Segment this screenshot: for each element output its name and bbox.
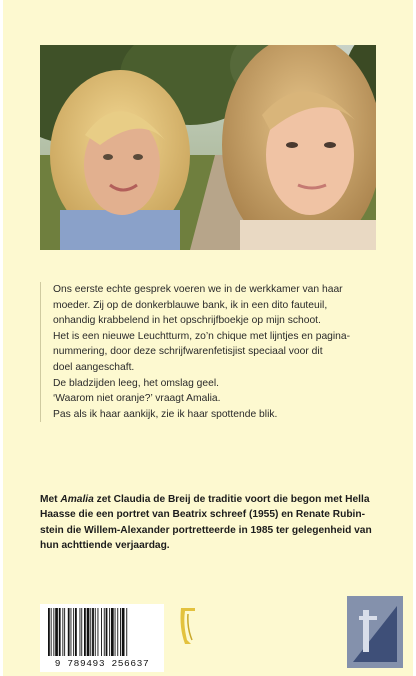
barcode-bar <box>53 608 54 656</box>
isbn-number: 9 789493 256637 <box>54 658 150 669</box>
excerpt-line: Pas als ik haar aankijk, zie ik haar spottende blik. <box>53 408 278 420</box>
barcode-bar <box>59 608 61 656</box>
barcode-bar <box>122 608 125 656</box>
isbn-barcode <box>40 604 164 672</box>
barcode-bar <box>109 608 110 656</box>
barcode-bar <box>104 608 105 656</box>
excerpt-line: Ons eerste echte gesprek voeren we in de werkkamer van haar <box>53 284 343 295</box>
barcode-bar <box>98 608 99 656</box>
barcode-bar <box>92 608 94 656</box>
barcode-bar <box>95 608 96 656</box>
barcode-bar <box>117 608 118 656</box>
excerpt-line: onhandig krabbelend in het opschrijfboekje op mijn schoot. <box>53 315 321 327</box>
barcode-bar <box>106 608 108 656</box>
blurb-text: zet Claudia de Breij de traditie voort die begon met Hella <box>93 494 370 505</box>
barcode-bar <box>75 608 77 656</box>
barcode-bar <box>120 608 121 656</box>
excerpt-line: moeder. Zij op de donkerblauwe bank, ik in een dito fauteuil, <box>53 299 328 311</box>
book-excerpt <box>40 282 380 422</box>
portrait-photo <box>40 45 376 250</box>
excerpt-line: doel aangeschaft. <box>53 361 135 373</box>
barcode-bar <box>81 608 82 656</box>
barcode-bar <box>126 608 127 656</box>
reading-guide-icon <box>347 596 403 668</box>
barcode-bar <box>68 608 70 656</box>
excerpt-line: De bladzijden leeg, het omslag geel. <box>53 377 220 389</box>
barcode-bar <box>55 608 58 656</box>
excerpt-line: nummering, door deze schrijfwarenfetisjist speciaal voor dit <box>53 346 323 358</box>
excerpt-line: Het is een nieuwe Leuchtturm, zo’n chique met lijntjes en pagina- <box>53 330 351 342</box>
blurb-line <box>40 492 385 507</box>
blurb-line: Haasse die een portret van Beatrix schreef (1955) en Renate Rubin- <box>40 509 365 521</box>
barcode-bar <box>87 608 90 656</box>
blurb-book-title: Amalia <box>60 494 94 505</box>
barcode-bar <box>101 608 102 656</box>
blurb-line: stein die Willem-Alexander portretteerde in 1985 ter gelegenheid van <box>40 524 372 536</box>
barcode-bar <box>48 608 50 656</box>
barcode-bar <box>84 608 86 656</box>
excerpt-line: ‘Waarom niet oranje?’ vraagt Amalia. <box>53 393 221 405</box>
barcode-bar <box>51 608 52 656</box>
barcode-bar <box>62 608 63 656</box>
barcode-bar <box>73 608 74 656</box>
book-blurb <box>40 492 385 554</box>
barcode-bar <box>80 608 81 656</box>
blurb-text: Met <box>40 494 61 505</box>
barcode-bar <box>64 608 65 656</box>
publisher-logo-icon <box>175 604 201 648</box>
barcode-bar <box>90 608 91 656</box>
barcode-bar <box>115 608 116 656</box>
portrait-photo-illustration <box>40 45 376 250</box>
blurb-line: hun achttiende verjaardag. <box>40 540 170 552</box>
barcode-bar <box>71 608 72 656</box>
barcode-bar <box>111 608 114 656</box>
book-back-cover <box>3 0 413 676</box>
barcode-bars <box>40 604 164 658</box>
